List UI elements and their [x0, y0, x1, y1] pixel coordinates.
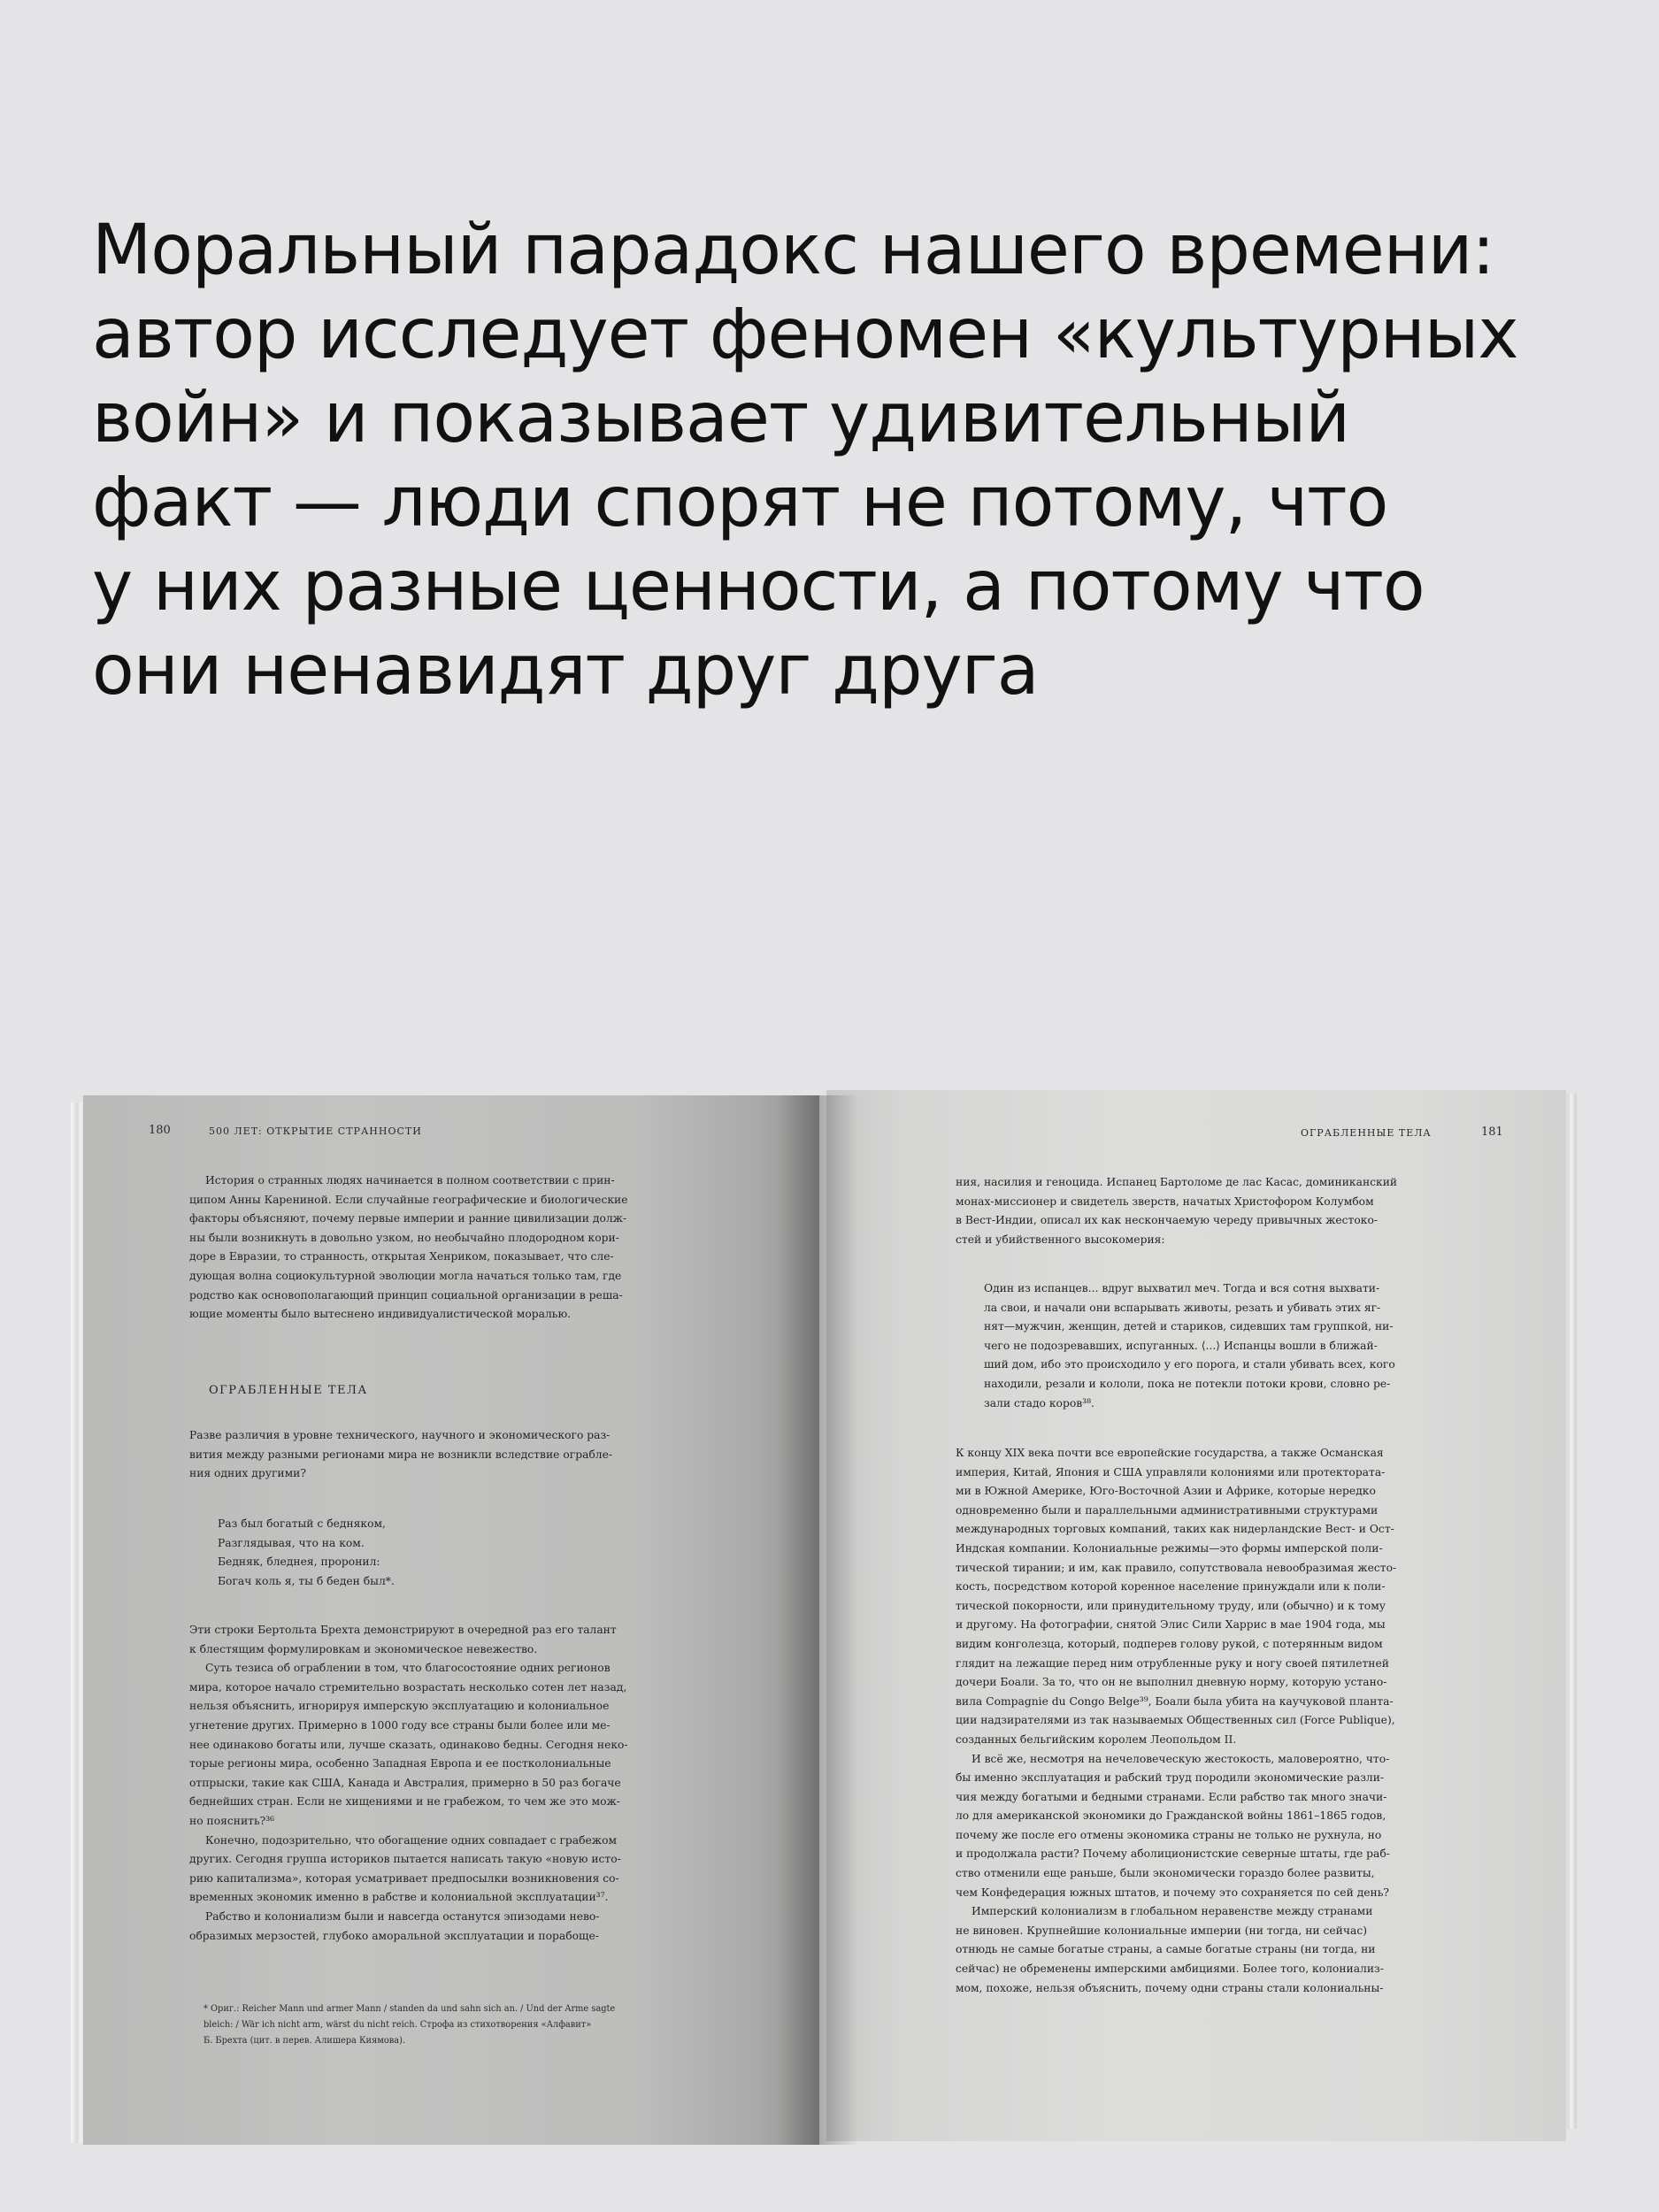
text-line: бы именно эксплуатация и рабский труд породили экономические разли- [956, 1771, 1385, 1785]
left-page-number: 180 [149, 1124, 171, 1137]
headline-line: они ненавидят друг друга [92, 631, 1039, 710]
text-line: и другому. На фотографии, снятой Элис Сили Харрис в мае 1904 года, мы [956, 1618, 1386, 1632]
left-footnote [204, 2001, 708, 2049]
text-line: доре в Евразии, то странность, открытая Хенриком, показывает, что сле- [189, 1250, 614, 1263]
las-casas-quote [956, 1279, 1478, 1413]
text-line: Рабство и колониализм были и навсегда останутся эпизодами нево- [205, 1909, 600, 1923]
text-line: ции надзирателями из так называемых Общественных сил (Force Publique), [956, 1714, 1395, 1727]
headline-line: факт — люди спорят не потому, что [92, 463, 1388, 542]
text-line: ющие моменты было вытеснено индивидуалистической моралью. [189, 1308, 572, 1321]
text-line: но пояснить?³⁶ [189, 1814, 275, 1827]
text-line: ципом Анны Карениной. Если случайные географические и биологические [189, 1193, 628, 1206]
poem-line: Раз был богатый с бедняком, [218, 1517, 386, 1530]
text-line: тической тирании; и им, как правило, сопутствовала невообразимая жесто- [956, 1561, 1397, 1574]
text-line: беднейших стран. Если не хищениями и не грабежом, то чем же это мож- [189, 1795, 620, 1809]
headline-line: автор исследует феномен «культурных [92, 295, 1518, 374]
right-body-text [956, 1444, 1478, 1998]
text-line: факторы объясняют, почему первые империи и ранние цивилизации долж- [189, 1212, 627, 1225]
quote-line: находили, резали и кололи, пока не потекли потоки крови, словно ре- [984, 1377, 1391, 1390]
text-line: К концу XIX века почти все европейские государства, а также Османская [956, 1447, 1384, 1459]
text-line: рию капитализма», которая усматривает предпосылки возникновения со- [189, 1871, 619, 1885]
text-line: кость, посредством которой коренное население принуждали или к поли- [956, 1580, 1386, 1594]
text-line: чем Конфедерация южных штатов, и почему это сохраняется по сей день? [956, 1886, 1390, 1899]
text-line: Эти строки Бертольта Брехта демонстрируют в очередной раз его талант [189, 1624, 617, 1636]
text-line: в Вест-Индии, описал их как нескончаемую череду привычных жестоко- [956, 1214, 1379, 1227]
text-line: История о странных людях начинается в полном соответствии с прин- [205, 1174, 615, 1187]
text-line: не виновен. Крупнейшие колониальные империи (ни тогда, ни сейчас) [956, 1924, 1367, 1937]
text-line: почему же после его отмены экономика страны не только не рухнула, но [956, 1828, 1382, 1841]
text-line: нельзя объяснить, игнорируя имперскую эксплуатацию и колониальное [189, 1700, 610, 1713]
text-line: ния одних другими? [189, 1467, 306, 1480]
quote-line: нят—мужчин, женщин, детей и стариков, сидевших там группкой, ни- [984, 1320, 1394, 1333]
text-line: торые регионы мира, особенно Западная Европа и ее постколониальные [189, 1757, 611, 1770]
text-line: Разве различия в уровне технического, научного и экономического раз- [189, 1429, 611, 1441]
text-line: ния, насилия и геноцида. Испанец Бартоломе де лас Касас, доминиканский [956, 1176, 1398, 1188]
poem-line: Бедняк, бледнея, проронил: [218, 1555, 380, 1569]
brecht-poem [218, 1515, 708, 1591]
text-line: отнюдь не самые богатые страны, а самые богатые страны (ни тогда, ни [956, 1943, 1376, 1956]
text-line: чия между богатыми и бедными странами. Если рабство так много значи- [956, 1790, 1387, 1803]
text-line: глядит на лежащие перед ним отрубленные руку и ногу своей пятилетней [956, 1656, 1389, 1670]
text-line: к блестящим формулировкам и экономическое невежество. [189, 1642, 538, 1655]
text-line: созданных бельгийским королем Леопольдом II. [956, 1732, 1237, 1746]
text-line: Суть тезиса об ограблении в том, что благосостояние одних регионов [205, 1662, 611, 1675]
text-line: родство как основополагающий принцип социальной организации в реша- [189, 1288, 623, 1302]
right-running-head: ОГРАБЛЕННЫЕ ТЕЛА [1301, 1127, 1432, 1139]
text-line: тической покорности, или принудительному труду, или (обычно) и к тому [956, 1599, 1386, 1612]
text-line: нее одинаково богаты или, лучше сказать, одинаково бедны. Сегодня неко- [189, 1738, 628, 1751]
text-line: стей и убийственного высокомерия: [956, 1233, 1165, 1246]
section-title: ОГРАБЛЕННЫЕ ТЕЛА [209, 1384, 368, 1397]
text-line: мом, похоже, нельзя объяснить, почему одни страны стали колониальны- [956, 1981, 1384, 1994]
text-line: и продолжала расти? Почему аболиционистские северные штаты, где раб- [956, 1847, 1390, 1861]
text-line: видим конголезца, который, подперев голову рукой, с потерянным видом [956, 1637, 1383, 1650]
right-intro-paragraph [956, 1173, 1478, 1249]
footnote-line: Б. Брехта (цит. в перев. Алишера Киямова). [204, 2036, 406, 2046]
text-line: отпрыски, такие как США, Канада и Австралия, примерно в 50 раз богаче [189, 1776, 621, 1789]
left-intro-paragraph [189, 1171, 708, 1325]
text-line: угнетение других. Примерно в 1000 году все страны были более или ме- [189, 1718, 611, 1732]
text-line: Конечно, подозрительно, что обогащение одних совпадает с грабежом [205, 1833, 618, 1847]
text-line: других. Сегодня группа историков пытается написать такую «новую исто- [189, 1853, 621, 1866]
left-body-text [189, 1621, 708, 1946]
text-line: ство отменили еще раньше, были экономически гораздо более развиты, [956, 1867, 1375, 1880]
quote-line: зали стадо коров³⁸. [984, 1396, 1094, 1409]
footnote-line: * Ориг.: Reicher Mann und armer Mann / standen da und sahn sich an. / Und der Arme sagte [204, 2004, 616, 2014]
quote-line: Один из испанцев... вдруг выхватил меч. Тогда и вся сотня выхвати- [984, 1282, 1380, 1294]
text-line: международных торговых компаний, таких как нидерландские Вест- и Ост- [956, 1523, 1394, 1536]
text-line: Имперский колониализм в глобальном неравенстве между странами [972, 1905, 1373, 1918]
text-line: ло для американской экономики до Гражданской войны 1861–1865 годов, [956, 1809, 1386, 1823]
headline-line: у них разные ценности, а потому что [92, 547, 1425, 626]
quote-line: ший дом, ибо это происходило у его порога, и стали убивать всех, кого [984, 1358, 1395, 1371]
text-line: империя, Китай, Япония и США управляли колониями или протектората- [956, 1465, 1386, 1479]
text-line: дующая волна социокультурной эволюции могла начаться только там, где [189, 1269, 622, 1282]
text-line: вила Compagnie du Congo Belge³⁹, Боали была убита на каучуковой планта- [956, 1694, 1394, 1708]
headline-line: войн» и показывает удивительный [92, 379, 1350, 458]
right-page [826, 1090, 1566, 2141]
text-line: ны были возникнуть в довольно узком, но необычайно плодородном кори- [189, 1231, 619, 1244]
text-line: И всё же, несмотря на нечеловеческую жестокость, маловероятно, что- [972, 1752, 1390, 1765]
text-line: сейчас) не обременены имперскими амбициями. Более того, колониализ- [956, 1962, 1384, 1976]
text-line: одновременно были и параллельными административными структурами [956, 1503, 1379, 1517]
footnote-line: bleich: / Wär ich nicht arm, wärst du nicht reich. Строфа из стихотворения «Алфавит» [204, 2020, 592, 2030]
text-line: дочери Боали. За то, что он не выполнил дневную норму, которую устано- [956, 1676, 1387, 1689]
quote-line: ла свои, и начали они вспарывать животы, резать и убивать этих яг- [984, 1301, 1381, 1314]
left-running-head: 500 ЛЕТ: ОТКРЫТИЕ СТРАННОСТИ [209, 1125, 422, 1137]
poem-line: Богач коль я, ты б беден был*. [218, 1574, 395, 1587]
poem-line: Разглядывая, что на ком. [218, 1536, 365, 1549]
text-line: временных экономик именно в рабстве и колониальной эксплуатации³⁷. [189, 1891, 609, 1904]
right-page-number: 181 [1481, 1125, 1503, 1139]
left-question-paragraph [189, 1426, 708, 1484]
text-line: ми в Южной Америке, Юго-Восточной Азии и Африке, которые нередко [956, 1485, 1376, 1498]
quote-line: чего не подозревавших, испуганных. ⟨...⟩ Испанцы вошли в ближай- [984, 1339, 1378, 1352]
left-page [83, 1095, 819, 2145]
headline-line: Моральный парадокс нашего времени: [92, 211, 1494, 290]
text-line: мира, которое начало стремительно возрастать несколько сотен лет назад, [189, 1680, 627, 1694]
text-line: монах-миссионер и свидетель зверств, начатых Христофором Колумбом [956, 1194, 1374, 1208]
text-line: вития между разными регионами мира не возникли вследствие ограбле- [189, 1448, 613, 1461]
text-line: образимых мерзостей, глубоко аморальной эксплуатации и порабоще- [189, 1929, 599, 1942]
text-line: Индская компании. Колониальные режимы—это формы имперской поли- [956, 1541, 1383, 1555]
